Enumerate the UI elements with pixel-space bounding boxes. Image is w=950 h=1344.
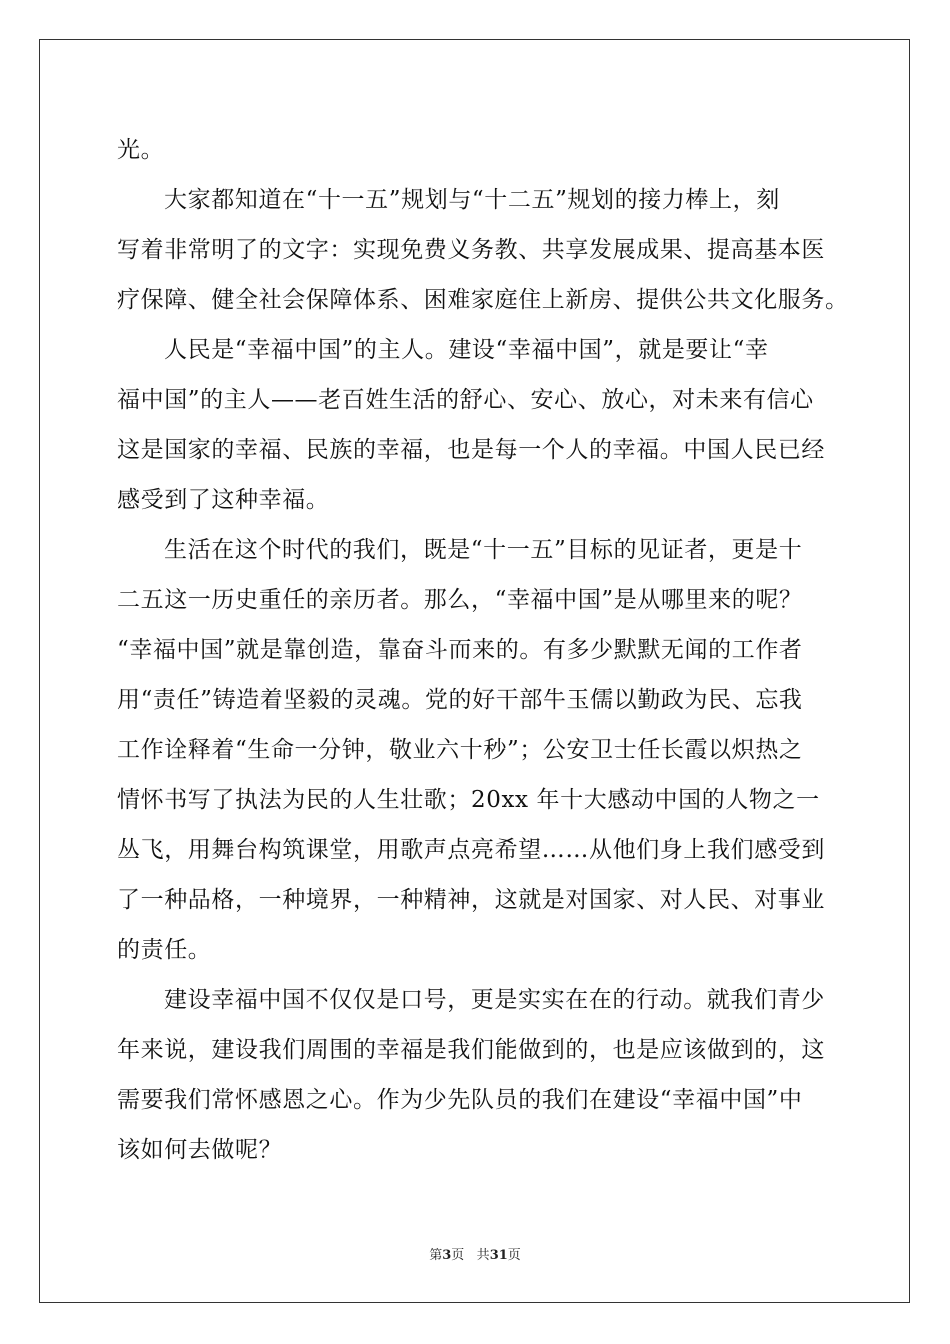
text-line: 该如何去做呢？ [117,1137,283,1163]
page-footer [0,1248,950,1264]
text-line: 疗保障、健全社会保障体系、困难家庭住上新房、提供公共文化服务。 [117,287,849,313]
page-number: 3 [442,1248,452,1263]
page-prefix: 第 [429,1248,443,1263]
total-prefix: 共 [476,1248,490,1263]
text-line: 人民是“幸福中国”的主人。建设“幸福中国”，就是要让“幸 [164,337,769,363]
total-suffix: 页 [507,1248,521,1263]
text-line: “幸福中国”就是靠创造，靠奋斗而来的。有多少默默无闻的工作者 [117,637,803,663]
text-line: 写着非常明了的文字：实现免费义务教、共享发展成果、提高基本医 [117,237,825,263]
text-line: 需要我们常怀感恩之心。作为少先队员的我们在建设“幸福中国”中 [117,1087,803,1113]
text-line: 这是国家的幸福、民族的幸福，也是每一个人的幸福。中国人民已经 [117,437,825,463]
text-line: 工作诠释着“生命一分钟，敬业六十秒”；公安卫士任长霞以炽热之 [117,737,803,763]
text-line: 年来说，建设我们周围的幸福是我们能做到的，也是应该做到的，这 [117,1037,825,1063]
total-pages: 31 [489,1248,508,1263]
text-line: 建设幸福中国不仅仅是口号，更是实实在在的行动。就我们青少 [164,987,825,1013]
text-line: 光。 [117,137,165,163]
text-line: 福中国”的主人——老百姓生活的舒心、安心、放心，对未来有信心 [117,387,814,413]
text-line: 情怀书写了执法为民的人生壮歌；20xx 年十大感动中国的人物之一 [117,787,820,813]
text-line: 感受到了这种幸福。 [117,487,330,513]
text-line: 丛飞，用舞台构筑课堂，用歌声点亮希望……从他们身上我们感受到 [117,837,825,863]
text-line: 大家都知道在“十一五”规划与“十二五”规划的接力棒上，刻 [164,187,780,213]
text-line: 生活在这个时代的我们，既是“十一五”目标的见证者，更是十 [164,537,803,563]
text-line: 的责任。 [117,937,212,963]
text-line: 用“责任”铸造着坚毅的灵魂。党的好干部牛玉儒以勤政为民、忘我 [117,687,803,713]
page-suffix: 页 [451,1248,465,1263]
text-line: 了一种品格，一种境界，一种精神，这就是对国家、对人民、对事业 [117,887,825,913]
text-line: 二五这一历史重任的亲历者。那么，“幸福中国”是从哪里来的呢？ [117,587,803,613]
